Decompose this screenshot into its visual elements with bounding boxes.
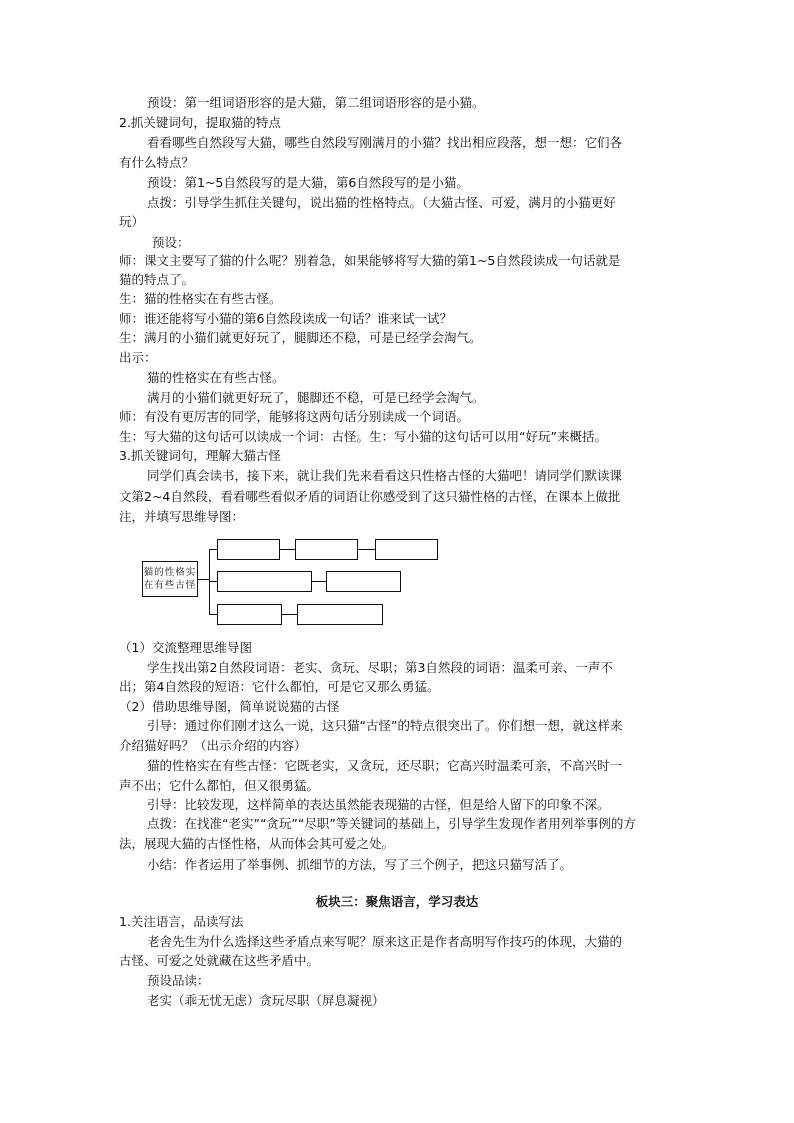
text-line: 生：猫的性格实在有些古怪。	[119, 291, 282, 306]
text-line: 注，并填写思维导图：	[119, 509, 245, 524]
text-line: 猫的性格实在有些古怪。	[147, 370, 285, 385]
text-line: 文第2~4自然段，看看哪些看似矛盾的词语让你感受到了这只猫性格的古怪，在课本上做批	[119, 489, 621, 504]
text-line: 老舍先生为什么选择这些矛盾点来写呢？原来这正是作者高明写作技巧的体现，大猫的	[147, 934, 623, 949]
mind-map-root-label-1: 猫的性格实	[143, 567, 197, 578]
text-line: 师：有没有更厉害的同学，能够将这两句话分别读成一个词语。	[119, 409, 470, 424]
text-line: 介绍猫好吗？（出示介绍的内容）	[119, 738, 307, 753]
block-heading: 板块三：聚焦语言，学习表达	[315, 894, 479, 909]
mind-map-box	[297, 604, 383, 625]
text-line: 预设：第一组词语形容的是大猫，第二组词语形容的是小猫。	[147, 95, 485, 110]
mind-map-box	[375, 539, 438, 560]
text-line: 师：谁还能将写小猫的第6自然段读成一句话？谁来试一试？	[119, 311, 452, 326]
text-line: 点拨：在找准“老实”“贪玩”“尽职”等关键词的基础上，引导学生发现作者用列举事例的方	[147, 816, 636, 831]
text-line: 满月的小猫们就更好玩了，腿脚还不稳，可是已经学会淘气。	[147, 390, 485, 405]
text-line: 法，展现大猫的古怪性格，从而体会其可爱之处。	[119, 836, 395, 851]
text-line: 预设品读：	[147, 973, 210, 988]
text-line: 引导：比较发现，这样简单的表达虽然能表现猫的古怪，但是给人留下的印象不深。	[147, 797, 610, 812]
mind-map-box	[217, 604, 282, 625]
section-heading: （1）交流整理思维导图	[119, 640, 252, 655]
connector-line	[209, 581, 217, 582]
section-heading: 3.抓关键词句，理解大猫古怪	[119, 448, 281, 463]
text-line: 猫的性格实在有些古怪：它既老实，又贪玩，还尽职；它高兴时温柔可亲，不高兴时一	[147, 758, 623, 773]
text-line: 古怪、可爱之处就藏在这些矛盾中。	[119, 953, 320, 968]
mind-map-box	[217, 539, 280, 560]
text-line: 引导：通过你们刚才这么一说，这只猫“古怪”的特点很突出了。你们想一想，就这样来	[147, 718, 623, 733]
text-line: 有什么特点？	[119, 155, 195, 170]
text-line: 点拨：引导学生抓住关键句，说出猫的性格特点。（大猫古怪、可爱，满月的小猫更好	[147, 195, 616, 210]
connector-line	[198, 579, 209, 580]
text-line: 师：课文主要写了猫的什么呢？别着急，如果能够将写大猫的第1~5自然段读成一句话就是	[119, 253, 621, 268]
connector-line	[358, 549, 375, 550]
connector-line	[209, 549, 217, 550]
text-line: 出示：	[119, 350, 157, 365]
mind-map-box	[326, 571, 401, 592]
text-line: 看看哪些自然段写大猫，哪些自然段写刚满月的小猫？找出相应段落，想一想：它们各	[147, 135, 623, 150]
connector-line	[282, 614, 297, 615]
text-line: 出；第4自然段的短语：它什么都怕，可是它又那么勇猛。	[119, 679, 440, 694]
mind-map-box	[217, 571, 312, 592]
connector-line	[312, 581, 326, 582]
text-line: 老实（乖无忧无虑）贪玩尽职（屏息凝视）	[147, 993, 385, 1008]
text-line: 预设：	[152, 235, 190, 250]
text-line: 玩）	[119, 214, 145, 229]
connector-line	[280, 549, 295, 550]
text-line: 生：满月的小猫们就更好玩了，腿脚还不稳，可是已经学会淘气。	[119, 330, 482, 345]
text-line: 声不出；它什么都怕，但又很勇猛。	[119, 778, 320, 793]
mind-map-box	[295, 539, 358, 560]
text-line: 预设：第1~5自然段写的是大猫，第6自然段写的是小猫。	[147, 175, 469, 190]
section-heading: （2）借助思维导图，简单说说猫的古怪	[119, 699, 340, 714]
section-heading: 1.关注语言，品读写法	[119, 914, 244, 929]
connector-line	[209, 614, 217, 615]
text-line: 学生找出第2自然段词语：老实、贪玩、尽职；第3自然段的词语：温柔可亲、一声不	[147, 660, 613, 675]
text-line: 生：写大猫的这句话可以读成一个词：古怪。生：写小猫的这句话可以用“好玩”来概括。	[119, 429, 607, 444]
text-line: 猫的特点了。	[119, 272, 195, 287]
text-line: 同学们真会读书，接下来，就让我们先来看看这只性格古怪的大猫吧！请同学们默读课	[147, 468, 623, 483]
mind-map-root-label-2: 在有些古怪	[143, 580, 197, 591]
section-heading: 2.抓关键词句，提取猫的特点	[119, 115, 281, 130]
text-line: 小结：作者运用了举事例、抓细节的方法，写了三个例子，把这只猫写活了。	[147, 857, 573, 872]
